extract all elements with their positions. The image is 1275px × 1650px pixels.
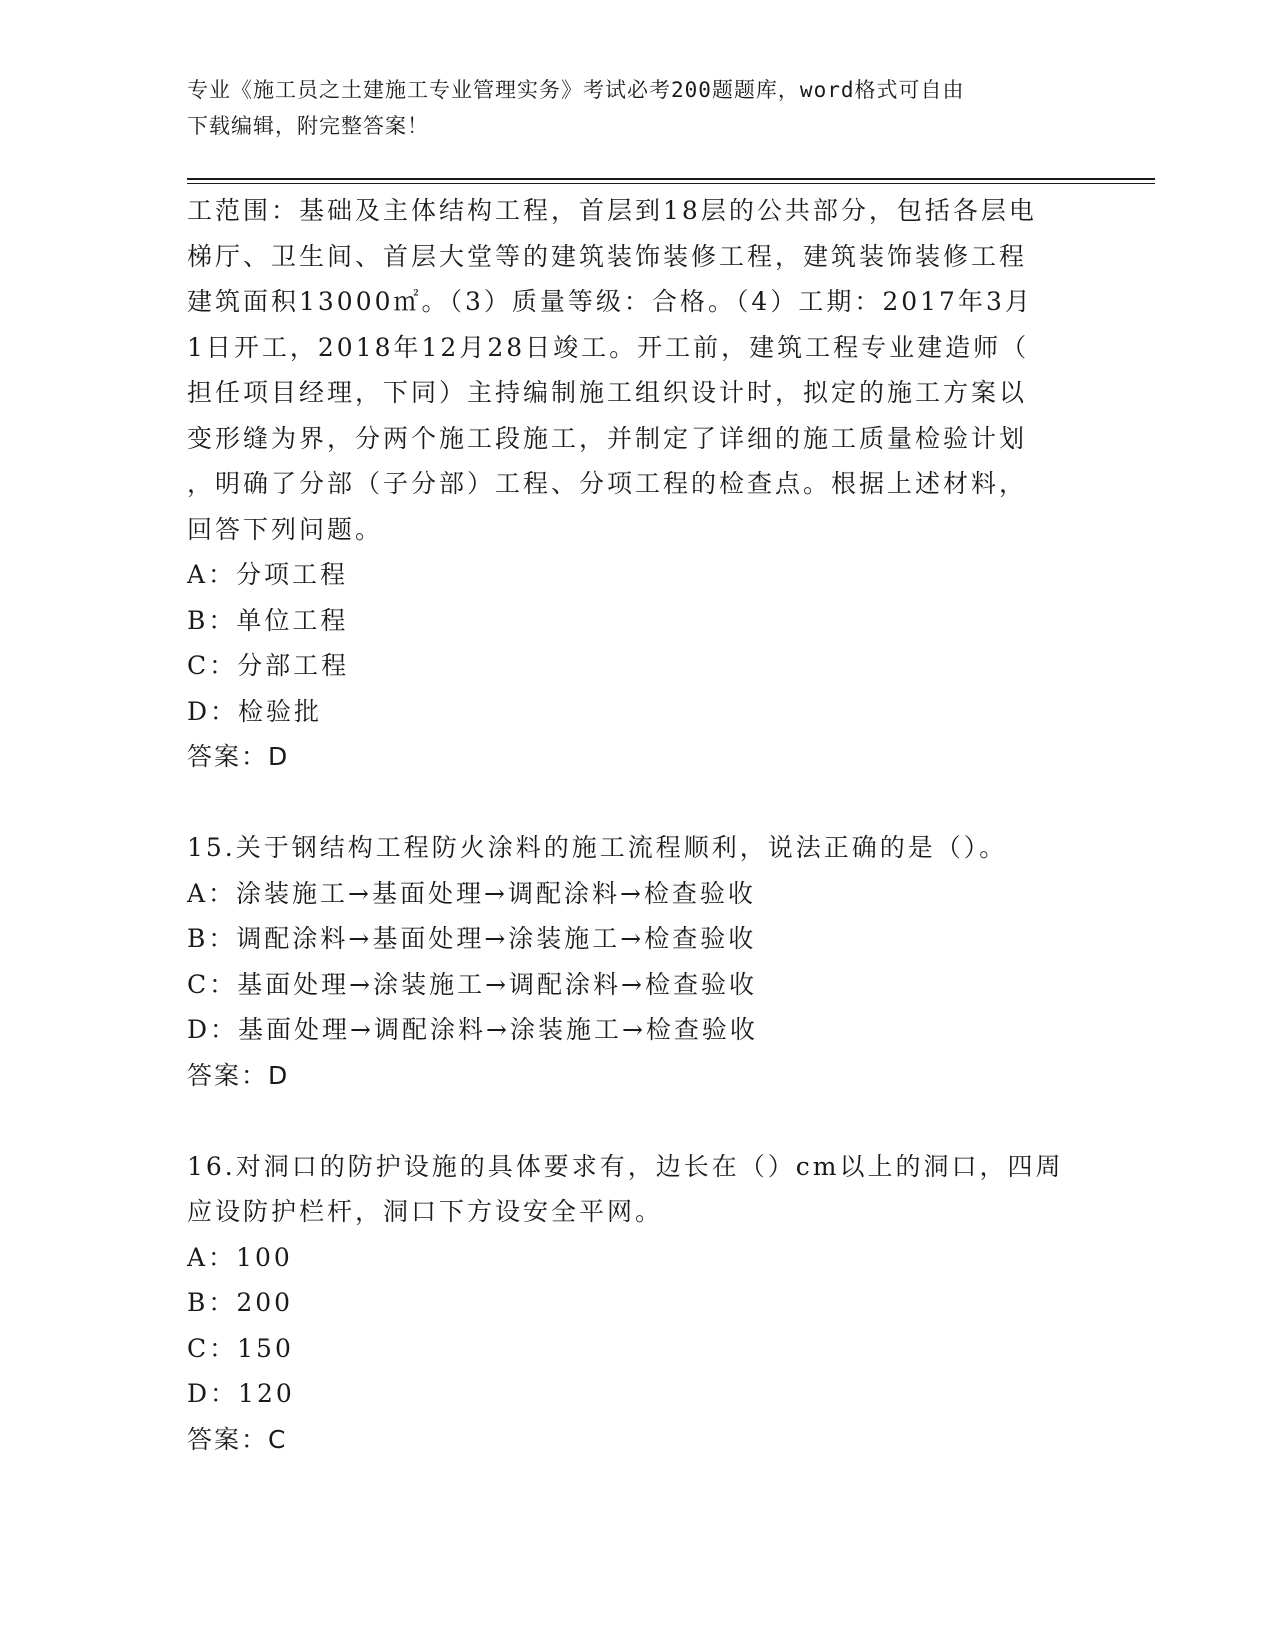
option-c: C：基面处理→涂装施工→调配涂料→检查验收 [187, 969, 757, 999]
question-text-line: 梯厅、卫生间、首层大堂等的建筑装饰装修工程，建筑装饰装修工程 [187, 241, 1028, 271]
question-text-line: 工范围：基础及主体结构工程，首层到18层的公共部分，包括各层电 [187, 196, 1037, 225]
answer: 答案：D [187, 1060, 290, 1090]
question-text-line: 应设防护栏杆，洞口下方设安全平网。 [187, 1197, 664, 1226]
answer: 答案：D [187, 742, 290, 771]
question-text-line: ，明确了分部（子分部）工程、分项工程的检查点。根据上述材料， [187, 469, 1028, 498]
question-16 [187, 1144, 1087, 1463]
header-line-1: 专业《施工员之土建施工专业管理实务》考试必考200题题库，word格式可自由 [187, 78, 965, 102]
question-text-line: 担任项目经理，下同）主持编制施工组织设计时，拟定的施工方案以 [187, 378, 1028, 407]
spacer [187, 780, 1087, 826]
answer: 答案：C [187, 1424, 288, 1454]
option-d: D：120 [187, 1379, 295, 1408]
question-15 [187, 825, 1087, 1098]
question-text-line: 15.关于钢结构工程防火涂料的施工流程顺利，说法正确的是（）。 [187, 833, 1008, 862]
option-d: D：检验批 [187, 696, 323, 726]
question-text-line: 变形缝为界，分两个施工段施工，并制定了详细的施工质量检验计划 [187, 423, 1028, 453]
header-line-2: 下载编辑，附完整答案！ [187, 114, 429, 138]
header-divider-thin [187, 183, 1155, 184]
document-body [187, 188, 1087, 1462]
document-header [187, 72, 1087, 144]
option-c: C：分部工程 [187, 651, 350, 680]
question-text-line: 16.对洞口的防护设施的具体要求有，边长在（）cm以上的洞口，四周 [187, 1151, 1064, 1181]
question-text-line: 建筑面积13000㎡。（3）质量等级：合格。（4）工期：2017年3月 [187, 287, 1033, 316]
option-a: A：分项工程 [187, 560, 349, 589]
spacer [187, 1098, 1087, 1144]
option-a: A：100 [187, 1242, 293, 1272]
question-14 [187, 188, 1087, 780]
option-a: A：涂装施工→基面处理→调配涂料→检查验收 [187, 878, 756, 908]
option-b: B：调配涂料→基面处理→涂装施工→检查验收 [187, 924, 757, 953]
header-divider-thick [187, 178, 1155, 180]
question-text-line: 回答下列问题。 [187, 514, 384, 544]
option-b: B：200 [187, 1288, 294, 1317]
question-text-line: 1日开工，2018年12月28日竣工。开工前，建筑工程专业建造师（ [187, 332, 1030, 362]
option-c: C：150 [187, 1333, 294, 1363]
option-b: B：单位工程 [187, 605, 349, 635]
option-d: D：基面处理→调配涂料→涂装施工→检查验收 [187, 1015, 758, 1044]
